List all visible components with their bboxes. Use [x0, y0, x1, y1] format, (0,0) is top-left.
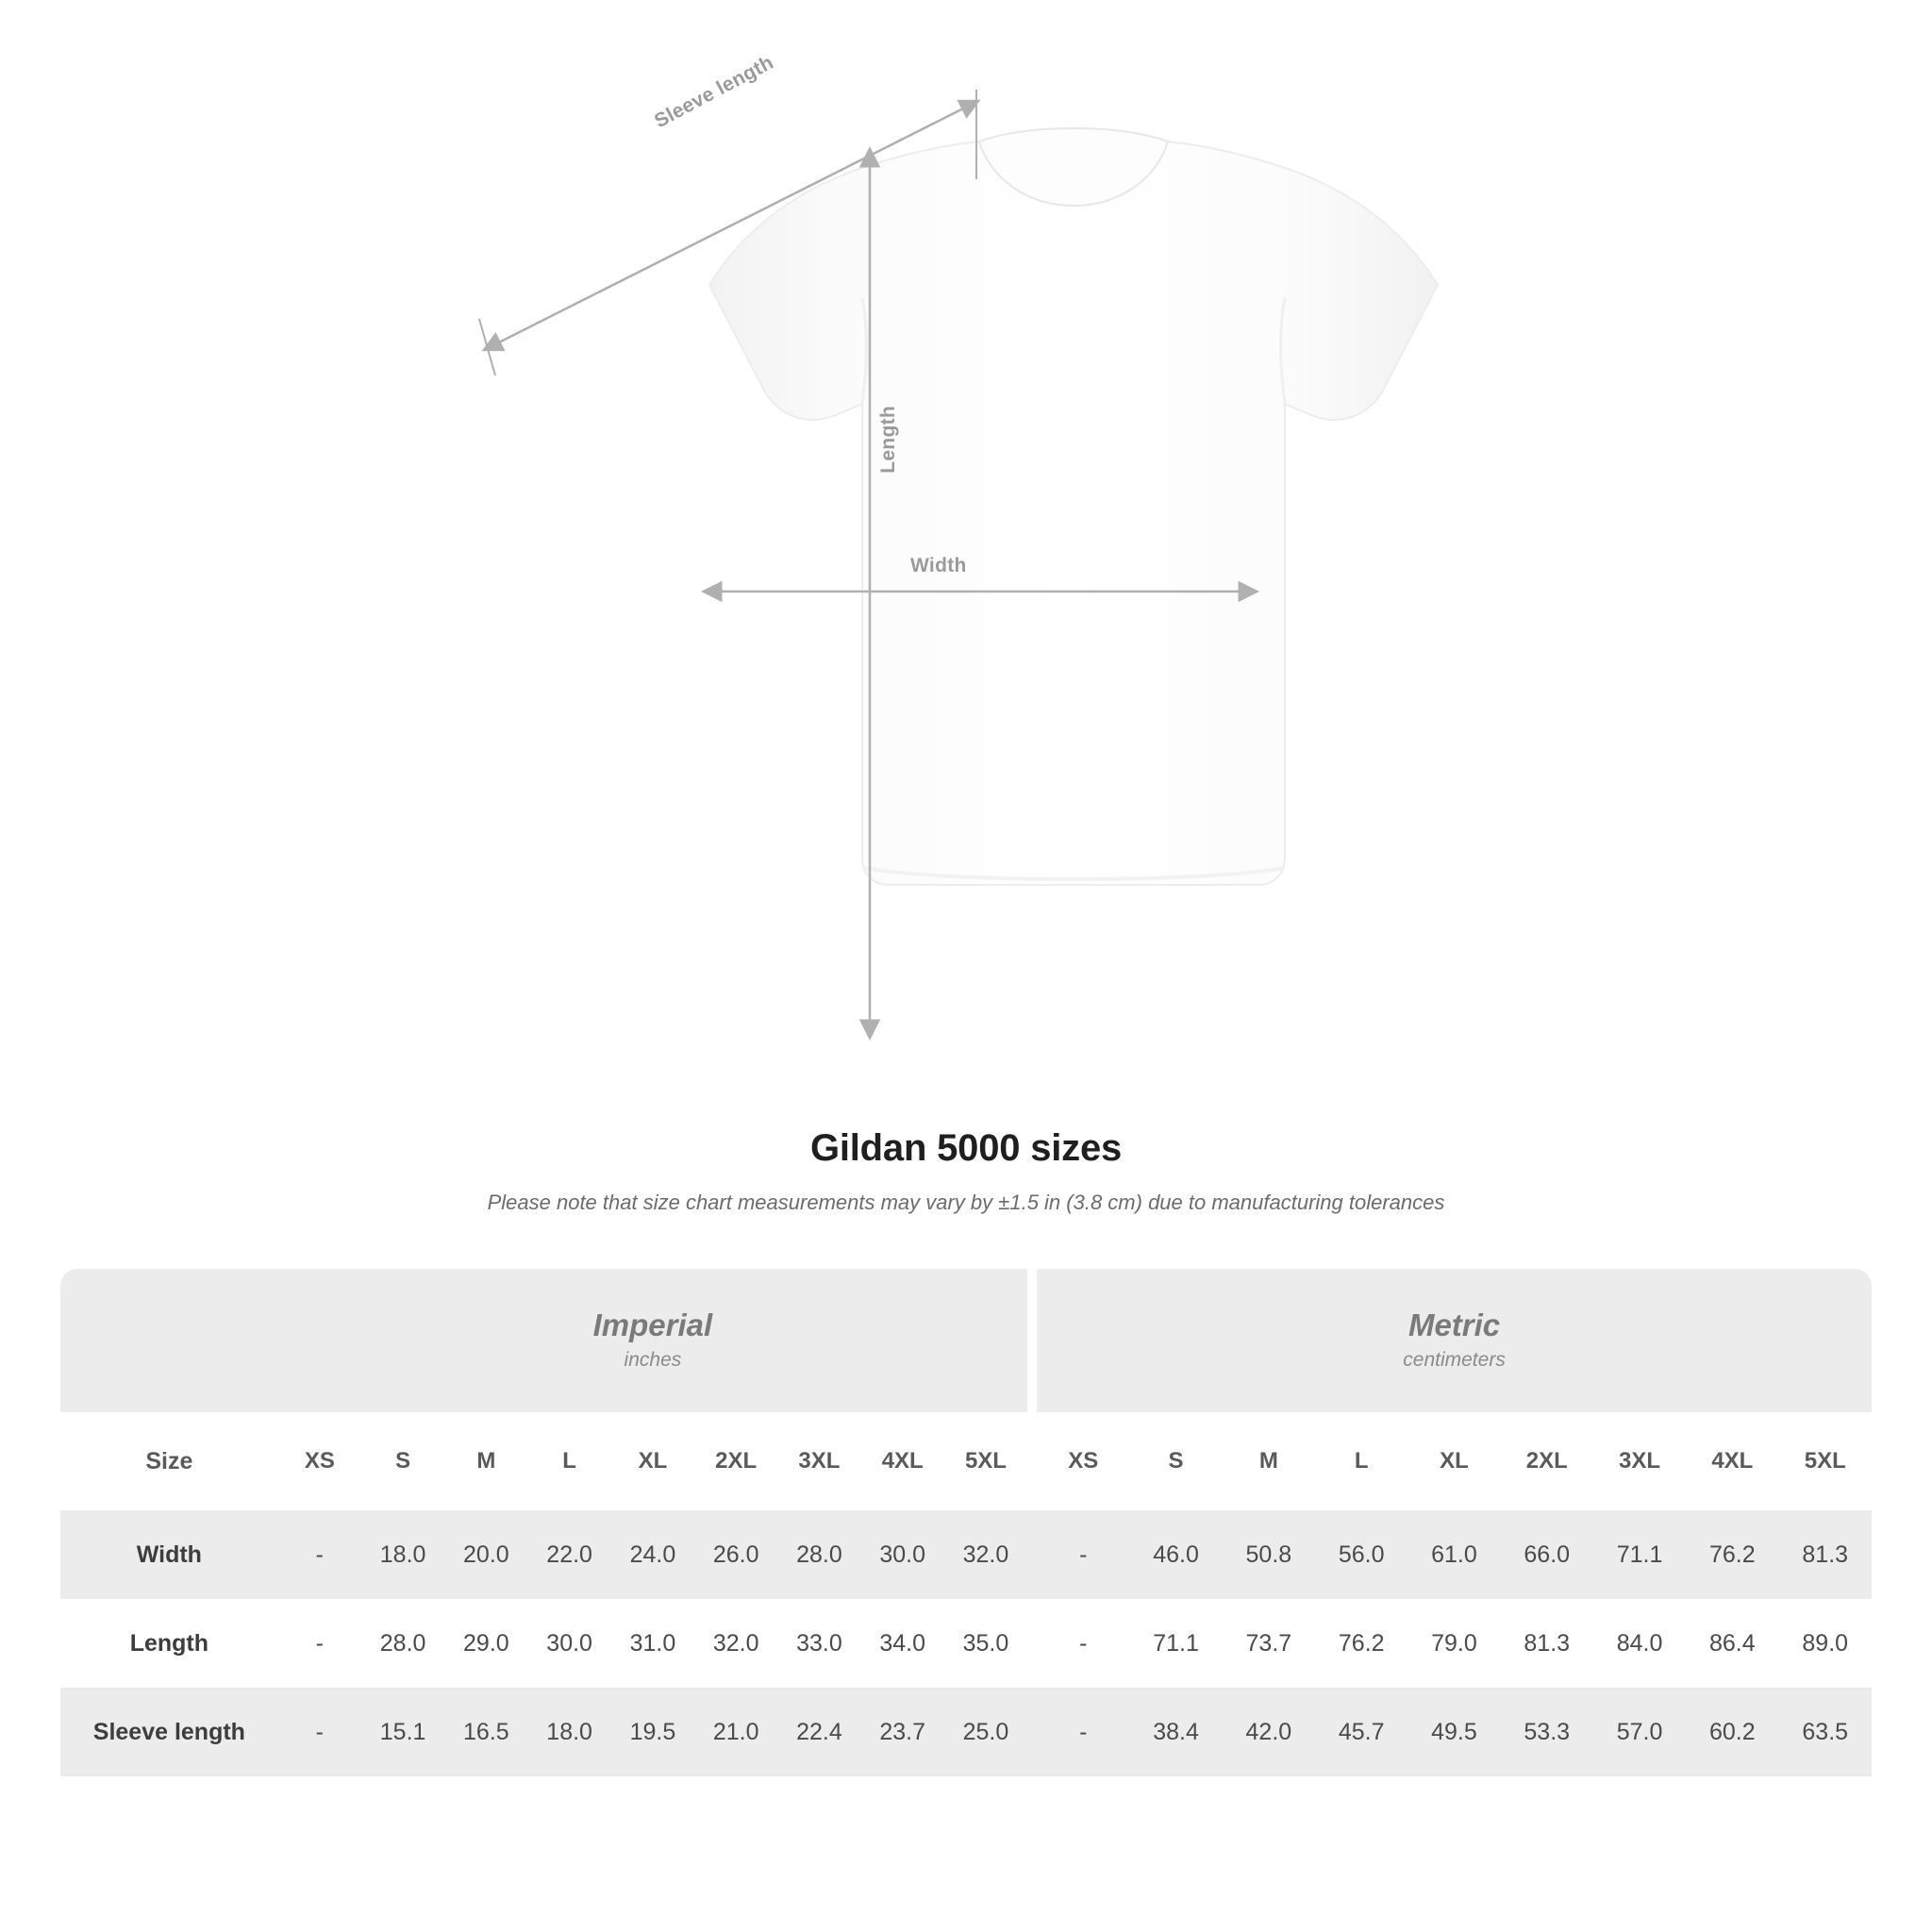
cell-length-metric-5xl: 89.0 — [1778, 1599, 1872, 1688]
row-gap-length — [1027, 1599, 1037, 1688]
sleeve-length-label: Sleeve length — [651, 51, 777, 133]
unit-sub-metric: centimeters — [1403, 1348, 1506, 1371]
row-gap-width — [1027, 1510, 1037, 1599]
unit-name-metric: Metric — [1407, 1307, 1501, 1342]
size-header-gap — [1027, 1412, 1037, 1510]
cell-width-imperial-3xl: 28.0 — [777, 1510, 860, 1599]
cell-sleeve-imperial-4xl: 23.7 — [861, 1688, 944, 1776]
size-header-metric-3xl: 3XL — [1593, 1412, 1686, 1510]
row-label-width: Width — [60, 1510, 278, 1599]
cell-width-metric-5xl: 81.3 — [1778, 1510, 1872, 1599]
size-header-metric-4xl: 4XL — [1686, 1412, 1778, 1510]
cell-length-imperial-xl: 31.0 — [611, 1599, 694, 1688]
row-gap-sleeve — [1027, 1688, 1037, 1776]
cell-width-imperial-l: 22.0 — [528, 1510, 611, 1599]
cell-width-metric-xl: 61.0 — [1407, 1510, 1500, 1599]
cell-length-imperial-s: 28.0 — [361, 1599, 444, 1688]
cell-length-metric-l: 76.2 — [1315, 1599, 1407, 1688]
page-title: Gildan 5000 sizes — [809, 1127, 1123, 1169]
cell-width-imperial-4xl: 30.0 — [861, 1510, 944, 1599]
size-header-metric-m: M — [1223, 1412, 1315, 1510]
cell-sleeve-metric-s: 38.4 — [1129, 1688, 1222, 1776]
unit-header-spacer — [60, 1269, 278, 1412]
size-header-metric-2xl: 2XL — [1501, 1412, 1593, 1510]
cell-length-metric-s: 71.1 — [1129, 1599, 1222, 1688]
cell-length-imperial-3xl: 33.0 — [777, 1599, 860, 1688]
cell-width-metric-l: 56.0 — [1315, 1510, 1407, 1599]
cell-sleeve-imperial-xs: - — [278, 1688, 361, 1776]
cell-width-metric-3xl: 71.1 — [1593, 1510, 1686, 1599]
cell-length-imperial-2xl: 32.0 — [694, 1599, 777, 1688]
cell-length-imperial-4xl: 34.0 — [861, 1599, 944, 1688]
cell-width-metric-s: 46.0 — [1129, 1510, 1222, 1599]
cell-sleeve-imperial-xl: 19.5 — [611, 1688, 694, 1776]
size-header-imperial-xl: XL — [611, 1412, 694, 1510]
size-header-label: Size — [60, 1412, 278, 1510]
width-label: Width — [910, 555, 967, 576]
size-header-metric-xl: XL — [1407, 1412, 1500, 1510]
title-block — [0, 1127, 1932, 1215]
cell-width-imperial-xl: 24.0 — [611, 1510, 694, 1599]
size-header-imperial-5xl: 5XL — [944, 1412, 1027, 1510]
unit-header-metric — [1037, 1269, 1872, 1412]
size-header-metric-5xl: 5XL — [1778, 1412, 1872, 1510]
cell-sleeve-metric-5xl: 63.5 — [1778, 1688, 1872, 1776]
cell-length-metric-3xl: 84.0 — [1593, 1599, 1686, 1688]
cell-sleeve-metric-m: 42.0 — [1223, 1688, 1315, 1776]
cell-sleeve-metric-4xl: 60.2 — [1686, 1688, 1778, 1776]
cell-width-metric-2xl: 66.0 — [1501, 1510, 1593, 1599]
size-header-row — [60, 1412, 1872, 1510]
cell-width-imperial-2xl: 26.0 — [694, 1510, 777, 1599]
cell-length-metric-xs: - — [1037, 1599, 1129, 1688]
cell-length-metric-4xl: 86.4 — [1686, 1599, 1778, 1688]
unit-header-imperial — [278, 1269, 1027, 1412]
unit-header-gap — [1027, 1269, 1037, 1412]
cell-width-metric-m: 50.8 — [1223, 1510, 1315, 1599]
size-header-imperial-4xl: 4XL — [861, 1412, 944, 1510]
cell-width-imperial-5xl: 32.0 — [944, 1510, 1027, 1599]
cell-width-imperial-s: 18.0 — [361, 1510, 444, 1599]
cell-sleeve-metric-xl: 49.5 — [1407, 1688, 1500, 1776]
size-header-imperial-m: M — [444, 1412, 527, 1510]
table-row — [60, 1688, 1872, 1776]
table-row — [60, 1599, 1872, 1688]
size-header-imperial-2xl: 2XL — [694, 1412, 777, 1510]
unit-sub-imperial: inches — [624, 1348, 682, 1371]
cell-length-imperial-5xl: 35.0 — [944, 1599, 1027, 1688]
cell-sleeve-imperial-l: 18.0 — [528, 1688, 611, 1776]
size-header-imperial-3xl: 3XL — [777, 1412, 860, 1510]
cell-length-imperial-l: 30.0 — [528, 1599, 611, 1688]
size-header-metric-l: L — [1315, 1412, 1407, 1510]
size-header-metric-s: S — [1129, 1412, 1222, 1510]
tolerance-note: Please note that size chart measurements may vary by ±1.5 in (3.8 cm) due to manufacturing tolerances — [487, 1191, 1445, 1214]
table-row — [60, 1510, 1872, 1599]
size-header-imperial-xs: XS — [278, 1412, 361, 1510]
cell-width-metric-xs: - — [1037, 1510, 1129, 1599]
cell-width-imperial-m: 20.0 — [444, 1510, 527, 1599]
size-header-imperial-l: L — [528, 1412, 611, 1510]
cell-width-imperial-xs: - — [278, 1510, 361, 1599]
cell-length-imperial-xs: - — [278, 1599, 361, 1688]
cell-length-metric-2xl: 81.3 — [1501, 1599, 1593, 1688]
row-label-sleeve-length: Sleeve length — [60, 1688, 278, 1776]
cell-sleeve-imperial-5xl: 25.0 — [944, 1688, 1027, 1776]
length-label: Length — [877, 406, 899, 474]
unit-name-imperial: Imperial — [592, 1307, 713, 1342]
cell-sleeve-metric-3xl: 57.0 — [1593, 1688, 1686, 1776]
size-header-imperial-s: S — [361, 1412, 444, 1510]
cell-sleeve-imperial-3xl: 22.4 — [777, 1688, 860, 1776]
cell-sleeve-imperial-s: 15.1 — [361, 1688, 444, 1776]
cell-sleeve-metric-2xl: 53.3 — [1501, 1688, 1593, 1776]
cell-sleeve-metric-l: 45.7 — [1315, 1688, 1407, 1776]
cell-sleeve-metric-xs: - — [1037, 1688, 1129, 1776]
cell-length-metric-m: 73.7 — [1223, 1599, 1315, 1688]
unit-header-row — [60, 1269, 1872, 1412]
cell-sleeve-imperial-m: 16.5 — [444, 1688, 527, 1776]
cell-length-metric-xl: 79.0 — [1407, 1599, 1500, 1688]
size-table-wrapper — [60, 1269, 1872, 1776]
cell-sleeve-imperial-2xl: 21.0 — [694, 1688, 777, 1776]
row-label-length: Length — [60, 1599, 278, 1688]
cell-width-metric-4xl: 76.2 — [1686, 1510, 1778, 1599]
cell-length-imperial-m: 29.0 — [444, 1599, 527, 1688]
size-table — [60, 1269, 1872, 1776]
size-header-metric-xs: XS — [1037, 1412, 1129, 1510]
